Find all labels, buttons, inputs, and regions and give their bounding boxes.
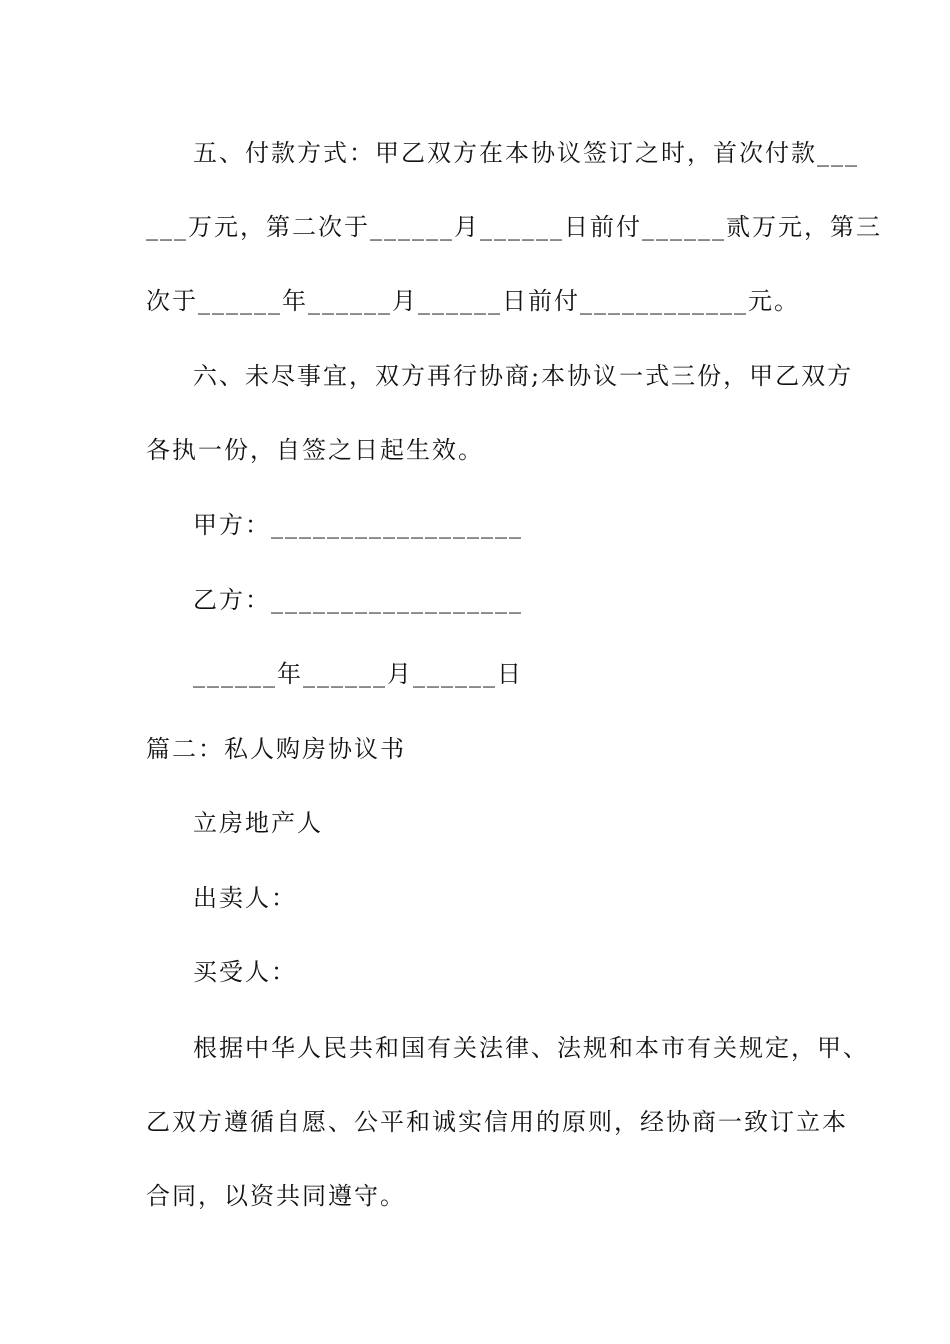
clause-five-payment-line-2: ___万元，第二次于______月______日前付______贰万元，第三 bbox=[146, 213, 882, 241]
clause-five-payment-line-3: 次于______年______月______日前付____________元。 bbox=[146, 287, 800, 315]
preamble-line-1: 根据中华人民共和国有关法律、法规和本市有关规定，甲、 bbox=[193, 1034, 869, 1062]
seller-label: 出卖人： bbox=[193, 884, 297, 912]
preamble-line-3: 合同，以资共同遵守。 bbox=[146, 1182, 406, 1210]
clause-six-line-2: 各执一份，自签之日起生效。 bbox=[146, 436, 484, 464]
signing-date-line: ______年______月______日 bbox=[193, 660, 523, 688]
buyer-label: 买受人： bbox=[193, 958, 297, 986]
clause-six-line-1: 六、未尽事宜，双方再行协商;本协议一式三份，甲乙双方 bbox=[193, 362, 854, 390]
clause-five-payment-line-1: 五、付款方式：甲乙双方在本协议签订之时，首次付款___ bbox=[193, 139, 859, 167]
section-two-title: 篇二：私人购房协议书 bbox=[146, 735, 406, 763]
party-b-signature-line: 乙方：__________________ bbox=[193, 586, 523, 614]
party-a-signature-line: 甲方：__________________ bbox=[193, 511, 523, 539]
real-estate-label: 立房地产人 bbox=[193, 809, 323, 837]
preamble-line-2: 乙双方遵循自愿、公平和诚实信用的原则，经协商一致订立本 bbox=[146, 1108, 848, 1136]
